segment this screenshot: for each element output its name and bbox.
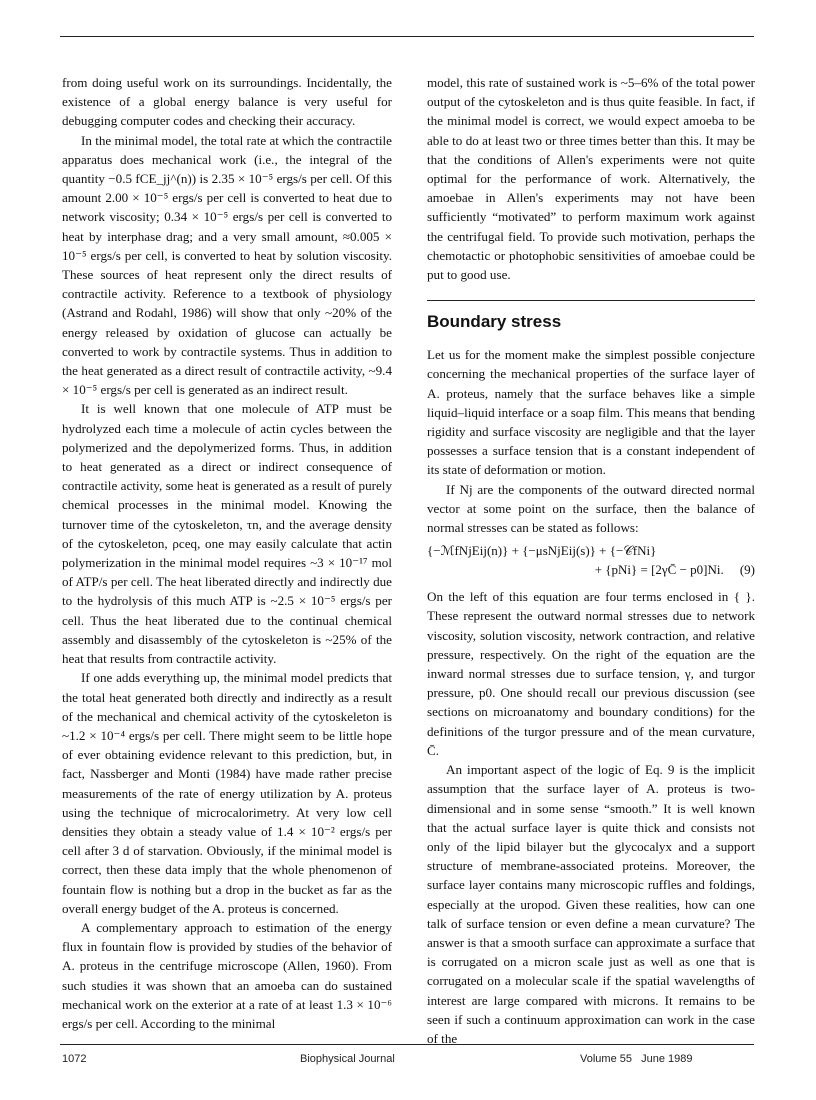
paragraph: If one adds everything up, the minimal model predicts that the total heat generated both directly and indirectly as a result of the mechanical and chemical activity of the cytoskeleton is ~1.2 × 10⁻⁴ ergs/s per cell. There might seem to be little hope of ever obtaining evidence relevant to this prediction, but, in fact, Nassberger and Monti (1984) have made rather precise measurements of the rate of energy utilization by A. proteus using the technique of microcalorimetry. At very low cell densities they obtain a steady value of 1.4 × 10⁻² ergs/s per cell after 3 d of starvation. Obviously, if the minimal model is correct, then these data imply that the whole phenomenon of fountain flow is nothing but a drop in the bucket as far as the overall energy budget of the A. proteus is concerned.	[62, 670, 392, 916]
paragraph: An important aspect of the logic of Eq. 9 is the implicit assumption that the surface layer of A. proteus is two-dimensional and in some sense “smooth.” It is well known that the actual surface layer is quite thick and consists not only of the lipid bilayer but the glycocalyx and a support structure of membrane-associated proteins. Moreover, the surface layer contains many microscopic ruffles and foldings, especially at the uropod. Given these realities, how can one talk of surface tension or even define a mean curvature? The answer is that a smooth surface can approximate a surface that is corrugated on a micron scale just as well as one that is corrugated on a molecular scale if the spatial wavelengths of interest are large compared with microns. It remains to be seen if such a continuum approximation can work in the case of the	[427, 762, 755, 1046]
equation-line: {−ℳfNjEij(n)} + {−μsNjEij(s)} + {−𝒞fNi}	[427, 543, 657, 559]
equation-line: + {pNi} = [2γC̄ − p0]Ni.	[594, 562, 724, 578]
left-column	[62, 73, 392, 1033]
equation-line-2	[427, 560, 755, 579]
section-rule	[427, 300, 755, 301]
paragraph: A complementary approach to estimation of the energy flux in fountain flow is provided by studies of the behavior of A. proteus in the centrifuge microscope (Allen, 1960). From such studies it was shown that an amoeba can do sustained mechanical work on the exterior at a rate of at least 1.3 × 10⁻⁶ ergs/s per cell. According to the minimal	[62, 919, 392, 1031]
right-column	[427, 73, 755, 1048]
header-rule	[60, 36, 754, 37]
equation-9	[427, 541, 755, 579]
paragraph: In the minimal model, the total rate at which the contractile apparatus does mechanical work (i.e., the integral of the quantity −0.5 fCE_jj^(n)) is 2.35 × 10⁻⁵ ergs/s per cell. Of this amount 2.00 × 10⁻⁵ ergs/s per cell is converted to heat due to network viscosity; 0.34 × 10⁻⁵ ergs/s per cell is converted to heat by interphase drag; and a very small amount, ≈0.005 × 10⁻⁵ ergs/s per cell, is converted to heat by solution viscosity. These sources of heat represent only the direct results of contractile activity. Reference to a textbook of physiology (Astrand and Rodahl, 1986) will show that only ~20% of the energy released by oxidation of glucose can actually be converted to work by contractile systems. Thus in addition to the heat generated as a direct result of contractile activity, ~9.4 × 10⁻⁵ ergs/s per cell is generated as an indirect result.	[62, 132, 392, 398]
paragraph: Let us for the moment make the simplest possible conjecture concerning the mechanical properties of the surface layer of A. proteus, namely that the surface behaves like a simple liquid–liquid interface or a soap film. This means that bending rigidity and surface viscosity are negligible and that the layer possesses a surface tension that is a constant independent of its state of deformation or motion.	[427, 347, 755, 478]
page-number: 1072	[62, 1053, 87, 1065]
paragraph: from doing useful work on its surroundings. Incidentally, the existence of a global energy balance is very useful for debugging computer codes and checking their accuracy.	[62, 75, 392, 129]
paragraph: model, this rate of sustained work is ~5–6% of the total power output of the cytoskeleton and is thus quite feasible. In fact, if the minimal model is correct, we would expect amoeba to be able to do at least two or three times better than this. It may be that the conditions of Allen's experiments were not quite optimal for the performance of work. Alternatively, the amoebae in Allen's experiments may not have been sufficiently “motivated” to perform maximum work against the centrifugal field. To provide such motivation, perhaps the chemotactic or photophobic sensitivities of amoebae could be put to good use.	[427, 75, 755, 283]
footer-rule	[60, 1044, 754, 1045]
section-heading: Boundary stress	[427, 312, 562, 332]
journal-name: Biophysical Journal	[300, 1053, 395, 1065]
paragraph: It is well known that one molecule of ATP must be hydrolyzed each time a molecule of actin cycles between the polymerized and the depolymerized forms. Thus, in addition to heat generated as a direct or indirect consequence of contractile activity, some heat is generated as a result of purely chemical processes in the minimal model. Knowing the turnover time of the cytoskeleton, τn, and the average density of the cytoskeleton, ρceq, one may easily calculate that actin polymerization in the minimal model requires ~3 × 10⁻¹⁷ mol of ATP/s per cell. The heat liberated directly and indirectly due to the hydrolysis of this much ATP is ~2.5 × 10⁻⁵ ergs/s per cell. Thus the heat liberated due to the continual chemical assembly and disassembly of the cytoskeleton is ~25% of the heat that results from contractile activity.	[62, 401, 392, 667]
paragraph: On the left of this equation are four terms enclosed in { }. These represent the outward normal stresses due to network viscosity, solution viscosity, network contraction, and relative pressure, respectively. On the right of the equation are the inward normal stresses due to surface tension, γ, and turgor pressure, p0. One should recall our previous discussion (see sections on microanatomy and boundary conditions) for the definitions of the turgor pressure and of the mean curvature, C̄.	[427, 589, 755, 758]
paragraph: If Nj are the components of the outward directed normal vector at some point on the surface, then the balance of normal stresses can be stated as follows:	[427, 481, 755, 536]
equation-number: (9)	[739, 562, 755, 578]
volume-date: Volume 55 June 1989	[580, 1053, 693, 1065]
